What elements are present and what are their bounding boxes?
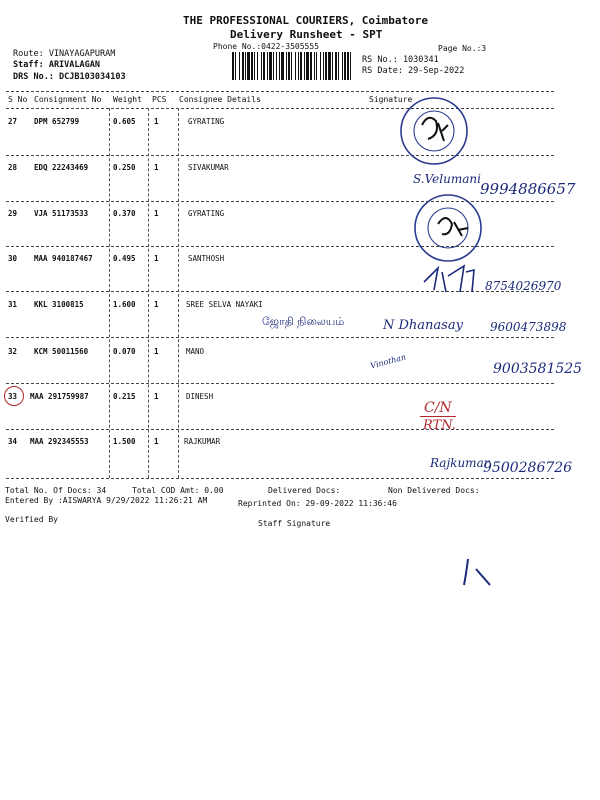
row-sno: 29 (8, 209, 18, 218)
non-delivered-docs: Non Delivered Docs: (388, 486, 480, 495)
rtn-note-33: RTN. (423, 418, 456, 433)
signature-30 (420, 262, 490, 296)
barcode-bar (300, 52, 302, 80)
row-sno: 28 (8, 163, 18, 172)
sheet-title: Delivery Runsheet - SPT (230, 28, 383, 41)
staff: Staff: ARIVALAGAN (13, 60, 100, 70)
phone-32: 9003581525 (493, 361, 583, 377)
row-consignee: GYRATING (188, 117, 225, 126)
phone-34: 9500286726 (483, 460, 573, 476)
row-weight: 1.600 (113, 300, 136, 309)
divider (6, 108, 554, 109)
row-weight: 0.605 (113, 117, 136, 126)
barcode-bar (295, 52, 296, 80)
phone-28: 9994886657 (480, 180, 576, 198)
barcode-bar (304, 52, 305, 80)
row-weight: 0.250 (113, 163, 136, 172)
row-sno: 32 (8, 347, 18, 356)
row-consignee: SREE SELVA NAYAKI (186, 300, 263, 309)
barcode-bar (347, 52, 349, 80)
entered-by: Entered By :AISWARYA 9/29/2022 11:26:21 AM (5, 496, 208, 505)
row-consignment: DPM 652799 (34, 117, 80, 126)
barcode-bar (235, 52, 236, 80)
barcode-bar (328, 52, 331, 80)
total-cod: Total COD Amt: 0.00 (132, 486, 224, 495)
barcode-bar (344, 52, 346, 80)
barcode-bar (261, 52, 262, 80)
drs-number: DRS No.: DCJB103034103 (13, 72, 126, 82)
row-consignee: DINESH (186, 392, 214, 401)
barcode-bar (310, 52, 312, 80)
cn-note-33: C/N (424, 400, 452, 416)
phone-number: Phone No.:0422-3505555 (213, 42, 319, 51)
row-consignment: KCM 50011560 (34, 347, 89, 356)
barcode-bar (320, 52, 321, 80)
row-consignment: EDQ 22243469 (34, 163, 89, 172)
barcode-bar (335, 52, 337, 80)
divider (6, 337, 554, 338)
divider (6, 155, 554, 156)
row-sno: 34 (8, 437, 18, 446)
barcode-bar (242, 52, 244, 80)
barcode-bar (286, 52, 287, 80)
rs-number: RS No.: 1030341 (362, 55, 439, 65)
circled-mark-icon (4, 386, 24, 406)
col-weight: Weight (113, 95, 142, 104)
barcode-bar (314, 52, 315, 80)
total-docs: Total No. Of Docs: 34 (5, 486, 107, 495)
phone-30: 8754026970 (485, 279, 562, 293)
barcode (230, 52, 356, 80)
barcode-bar (276, 52, 277, 80)
row-pcs: 1 (154, 117, 159, 126)
barcode-bar (273, 52, 274, 80)
barcode-bar (350, 52, 351, 80)
barcode-bar (342, 52, 343, 80)
row-weight: 1.500 (113, 437, 136, 446)
column-divider (109, 108, 110, 478)
col-sno: S No (8, 95, 28, 104)
row-pcs: 1 (154, 163, 159, 172)
row-pcs: 1 (154, 254, 159, 263)
signature-31: N Dhanasay (383, 318, 463, 333)
verified-by: Verified By (5, 515, 58, 524)
barcode-bar (279, 52, 280, 80)
divider (6, 91, 554, 92)
barcode-bar (306, 52, 309, 80)
row-consignment: VJA 51173533 (34, 209, 89, 218)
divider (6, 383, 554, 384)
column-divider (148, 108, 149, 478)
col-consignee: Consignee Details (179, 95, 261, 104)
barcode-bar (338, 52, 339, 80)
barcode-bar (288, 52, 290, 80)
phone-31: 9600473898 (490, 320, 567, 334)
row-consignment: KKL 3100815 (34, 300, 84, 309)
staff-signature: Staff Signature (258, 519, 331, 528)
reprinted-on: Reprinted On: 29-09-2022 11:36:46 (238, 499, 397, 508)
barcode-bar (325, 52, 327, 80)
fraction-line (420, 416, 456, 417)
company-name: THE PROFESSIONAL COURIERS, Coimbatore (183, 14, 429, 27)
staff-signature-mark (458, 555, 508, 595)
col-consignment: Consignment No (34, 95, 102, 104)
divider (6, 429, 554, 430)
row-sno: 31 (8, 300, 18, 309)
row-weight: 0.370 (113, 209, 136, 218)
barcode-bar (323, 52, 324, 80)
row-consignee: RAJKUMAR (184, 437, 221, 446)
signature-34: Rajkumar (430, 456, 490, 470)
row-pcs: 1 (154, 437, 159, 446)
row-pcs: 1 (154, 392, 159, 401)
barcode-bar (332, 52, 333, 80)
row-sno: 30 (8, 254, 18, 263)
barcode-bar (298, 52, 299, 80)
barcode-bar (267, 52, 268, 80)
barcode-bar (269, 52, 272, 80)
row-consignment: MAA 291759987 (30, 392, 89, 401)
barcode-bar (251, 52, 253, 80)
row-weight: 0.495 (113, 254, 136, 263)
barcode-bar (263, 52, 265, 80)
row-consignee: GYRATING (188, 209, 225, 218)
row-sno: 27 (8, 117, 18, 126)
barcode-bar (254, 52, 255, 80)
row-consignee: MANO (186, 347, 205, 356)
col-pcs: PCS (152, 95, 167, 104)
signature-32: Vinothan (369, 352, 407, 371)
barcode-bar (245, 52, 246, 80)
barcode-bar (232, 52, 234, 80)
barcode-bar (316, 52, 317, 80)
row-weight: 0.070 (113, 347, 136, 356)
row-sno: 33 (8, 392, 18, 401)
tamil-note-31: ஜோதி நிலையம் (262, 315, 345, 328)
delivered-docs: Delivered Docs: (268, 486, 341, 495)
row-pcs: 1 (154, 347, 159, 356)
row-pcs: 1 (154, 300, 159, 309)
col-signature: Signature (369, 95, 413, 104)
row-consignment: MAA 940187467 (34, 254, 93, 263)
route: Route: VINAYAGAPURAM (13, 49, 116, 59)
barcode-bar (291, 52, 292, 80)
page-number: Page No.:3 (438, 44, 487, 53)
company-stamp (412, 192, 484, 264)
row-consignment: MAA 292345553 (30, 437, 89, 446)
row-consignee: SANTHOSH (188, 254, 225, 263)
signature-28: S.Velumani (413, 172, 481, 186)
row-weight: 0.215 (113, 392, 136, 401)
rs-date: RS Date: 29-Sep-2022 (362, 66, 465, 76)
barcode-bar (247, 52, 250, 80)
barcode-bar (239, 52, 240, 80)
divider (6, 478, 554, 479)
row-pcs: 1 (154, 209, 159, 218)
company-stamp (398, 95, 470, 167)
barcode-bar (281, 52, 284, 80)
row-consignee: SIVAKUMAR (188, 163, 229, 172)
column-divider (178, 108, 179, 478)
barcode-bar (257, 52, 258, 80)
